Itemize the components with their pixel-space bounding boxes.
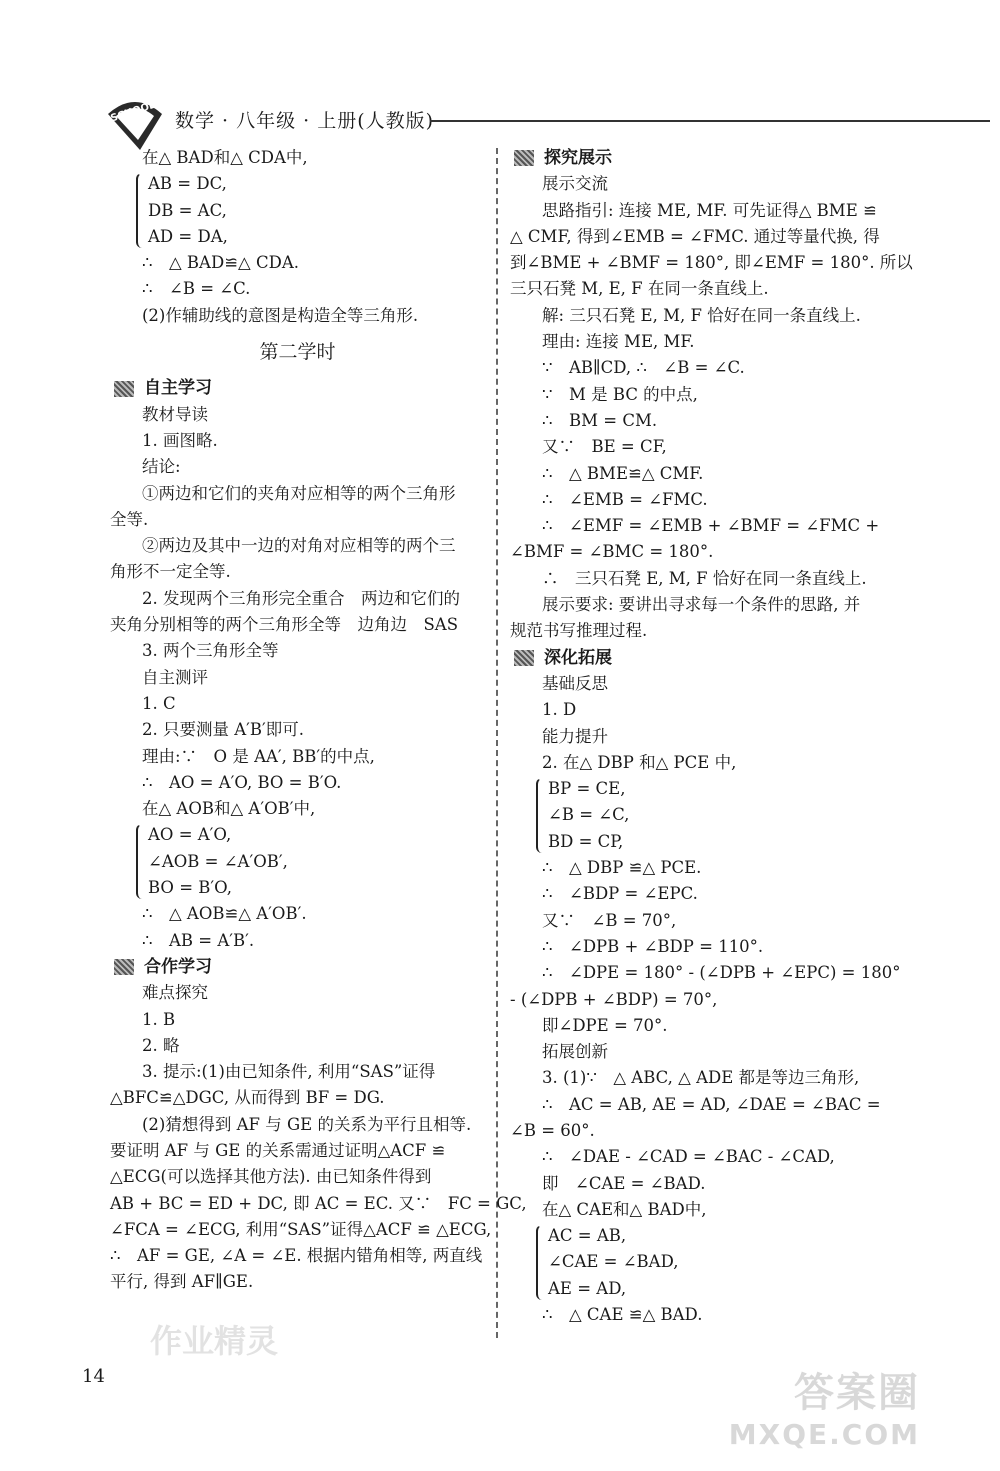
brace-group [110, 171, 485, 250]
text-line: AB + BC = ED + DC, 即 AC = EC. 又∵ FC = GC, [110, 1193, 527, 1213]
text-line: 又∵ ∠B = 70°, [542, 910, 677, 930]
text-line: ∠BMF = ∠BMC = 180°. [510, 542, 714, 562]
text-line: ∴ AB = A′B′. [142, 930, 255, 950]
text-line: ∴ AO = A′O, BO = B′O. [142, 772, 342, 792]
column-divider [496, 148, 498, 1338]
text-line: 1. 画图略. [142, 430, 218, 450]
text-line: 1. D [542, 700, 577, 720]
watermark-left: 作业精灵 [150, 1322, 279, 1360]
logo-text: SCHOOL [109, 99, 157, 125]
subheading: 教材导读 [142, 404, 208, 424]
text-line: 在△ BAD和△ CDA中, [142, 148, 308, 167]
text-line: AE = AD, [548, 1278, 627, 1298]
text-line: ∴ AC = AB, AE = AD, ∠DAE = ∠BAC = [542, 1094, 881, 1114]
text-line: - (∠DPB + ∠BDP) = 70°, [510, 989, 718, 1009]
text-line: ∴ BM = CM. [542, 410, 658, 430]
text-line: 在△ AOB和△ A′OB′中, [142, 799, 316, 819]
text-line: (2)作辅助线的意图是构造全等三角形. [142, 305, 419, 325]
text-line: 在△ CAE和△ BAD中, [542, 1199, 707, 1219]
subheading: 难点探究 [142, 983, 208, 1003]
text-line: 全等. [110, 509, 149, 529]
text-line: 即∠DPE = 70°. [542, 1015, 668, 1035]
text-line: DB = AC, [148, 200, 227, 220]
text-line: 夹角分别相等的两个三角形全等 边角边 SAS [110, 615, 459, 635]
text-line: 即 ∠CAE = ∠BAD. [542, 1173, 706, 1193]
text-line: ∴ △ BME≌△ CMF. [542, 463, 704, 483]
text-line: ∴ △ BAD≌△ CDA. [142, 253, 299, 273]
text-line: 3. 提示:(1)由已知条件, 利用“SAS”证得 [142, 1062, 436, 1082]
text-line: 1. C [142, 693, 176, 713]
text-line: ∴ ∠EMF = ∠EMB + ∠BMF = ∠FMC + [542, 516, 880, 536]
header-title: 数学 · 八年级 · 上册(人教版) [175, 110, 435, 132]
text-line: 结论: [142, 457, 181, 477]
text-line: 到∠BME + ∠BMF = 180°, 即∠EMF = 180°. 所以 [510, 253, 913, 273]
header-rule [430, 120, 990, 122]
text-line: 2. 发现两个三角形完全重合 两边和它们的 [142, 588, 460, 608]
text-line: AO = A′O, [148, 825, 232, 845]
text-line: ∵ AB∥CD, ∴ ∠B = ∠C. [542, 358, 745, 378]
watermark-right [729, 1361, 920, 1451]
text-line: ②两边及其中一边的对角对应相等的两个三 [142, 536, 456, 556]
text-line: ∴ △ AOB≌△ A′OB′. [142, 904, 307, 924]
text-line: 解: 三只石凳 E, M, F 恰好在同一条直线上. [542, 305, 861, 325]
text-line: ∠AOB = ∠A′OB′, [148, 851, 288, 871]
text-line: ∠B = 60°. [510, 1120, 595, 1140]
text-line: ∴ ∠BDP = ∠EPC. [542, 884, 698, 904]
text-line: 1. B [142, 1009, 176, 1029]
text-line: ∴ ∠DAE - ∠CAD = ∠BAC - ∠CAD, [542, 1147, 835, 1167]
brace-group [510, 776, 890, 855]
text-line: ∴ △ CAE ≌△ BAD. [542, 1305, 703, 1325]
text-line: ∴ ∠EMB = ∠FMC. [542, 489, 708, 509]
section-heading: 深化拓展 [510, 645, 890, 671]
text-line: 三只石凳 M, E, F 在同一条直线上. [510, 279, 769, 299]
text-line: BP = CE, [548, 779, 626, 799]
subheading: 能力提升 [542, 726, 608, 746]
section-square-icon [514, 650, 534, 666]
text-line: AB = DC, [148, 174, 227, 194]
text-line: 理由:∵ O 是 AA′, BB′的中点, [142, 746, 375, 766]
section-square-icon [114, 959, 134, 975]
school-logo-icon [100, 92, 170, 152]
text-line: 3. 两个三角形全等 [142, 641, 279, 661]
text-line: BO = B′O, [148, 878, 232, 898]
text-line: ∴ ∠DPB + ∠BDP = 110°. [542, 936, 764, 956]
text-line: ∴ △ DBP ≌△ PCE. [542, 858, 702, 878]
text-line: 2. 在△ DBP 和△ PCE 中, [542, 752, 737, 772]
text-line: 角形不一定全等. [110, 562, 231, 582]
text-line: (2)猜想得到 AF 与 GE 的关系为平行且相等. [142, 1114, 472, 1134]
text-line: △ CMF, 得到∠EMB = ∠FMC. 通过等量代换, 得 [510, 226, 880, 246]
section-heading: 探究展示 [510, 145, 890, 171]
text-line: ∠FCA = ∠ECG, 利用“SAS”证得△ACF ≌ △ECG, [110, 1219, 492, 1239]
text-line: 2. 只要测量 A′B′即可. [142, 720, 305, 740]
subheading: 拓展创新 [542, 1042, 608, 1062]
watermark-url: MXQE.COM [728, 1418, 920, 1451]
page-number: 14 [82, 1366, 105, 1387]
left-column [110, 145, 527, 1296]
text-line: 规范书写推理过程. [510, 621, 648, 641]
text-line: ∠B = ∠C, [548, 805, 630, 825]
text-line: 2. 略 [142, 1035, 180, 1055]
section-heading: 自主学习 [110, 375, 485, 401]
subheading: 基础反思 [542, 673, 608, 693]
text-line: ∴ ∠DPE = 180° - (∠DPB + ∠EPC) = 180° [542, 963, 901, 983]
brace-group [510, 1223, 890, 1302]
text-line: ∴ 三只石凳 E, M, F 恰好在同一条直线上. [542, 568, 867, 588]
text-line: △ECG(可以选择其他方法). 由已知条件得到 [110, 1167, 432, 1187]
watermark-text: 答案圈 [794, 1370, 920, 1416]
text-line: 思路指引: 连接 ME, MF. 可先证得△ BME ≌ [542, 200, 877, 220]
section-title: 第二学时 [259, 341, 336, 364]
text-line: AD = DA, [148, 226, 228, 246]
brace-group [110, 822, 485, 901]
text-line: △BFC≌△DGC, 从而得到 BF = DG. [110, 1088, 385, 1108]
section-heading: 合作学习 [110, 954, 485, 980]
text-line: ∠CAE = ∠BAD, [548, 1252, 679, 1272]
text-line: 平行, 得到 AF∥GE. [110, 1272, 254, 1292]
text-line: 理由: 连接 ME, MF. [542, 332, 695, 352]
right-column [510, 145, 913, 1328]
section-square-icon [514, 150, 534, 166]
text-line: ∴ AF = GE, ∠A = ∠E. 根据内错角相等, 两直线 [110, 1246, 483, 1266]
text-line: BD = CP, [548, 831, 624, 851]
text-line: 展示要求: 要讲出寻求每一个条件的思路, 并 [542, 595, 861, 615]
text-line: ①两边和它们的夹角对应相等的两个三角形 [142, 483, 456, 503]
text-line: 3. (1)∵ △ ABC, △ ADE 都是等边三角形, [542, 1068, 860, 1088]
text-line: 又∵ BE = CF, [542, 437, 667, 457]
text-line: 要证明 AF 与 GE 的关系需通过证明△ACF ≌ [110, 1140, 446, 1160]
subheading: 展示交流 [542, 174, 608, 194]
text-line: AC = AB, [548, 1226, 627, 1246]
page-header [100, 92, 900, 152]
text-line: ∵ M 是 BC 的中点, [542, 384, 698, 404]
text-line: ∴ ∠B = ∠C. [142, 279, 251, 299]
subheading: 自主测评 [142, 667, 208, 687]
section-square-icon [114, 381, 134, 397]
